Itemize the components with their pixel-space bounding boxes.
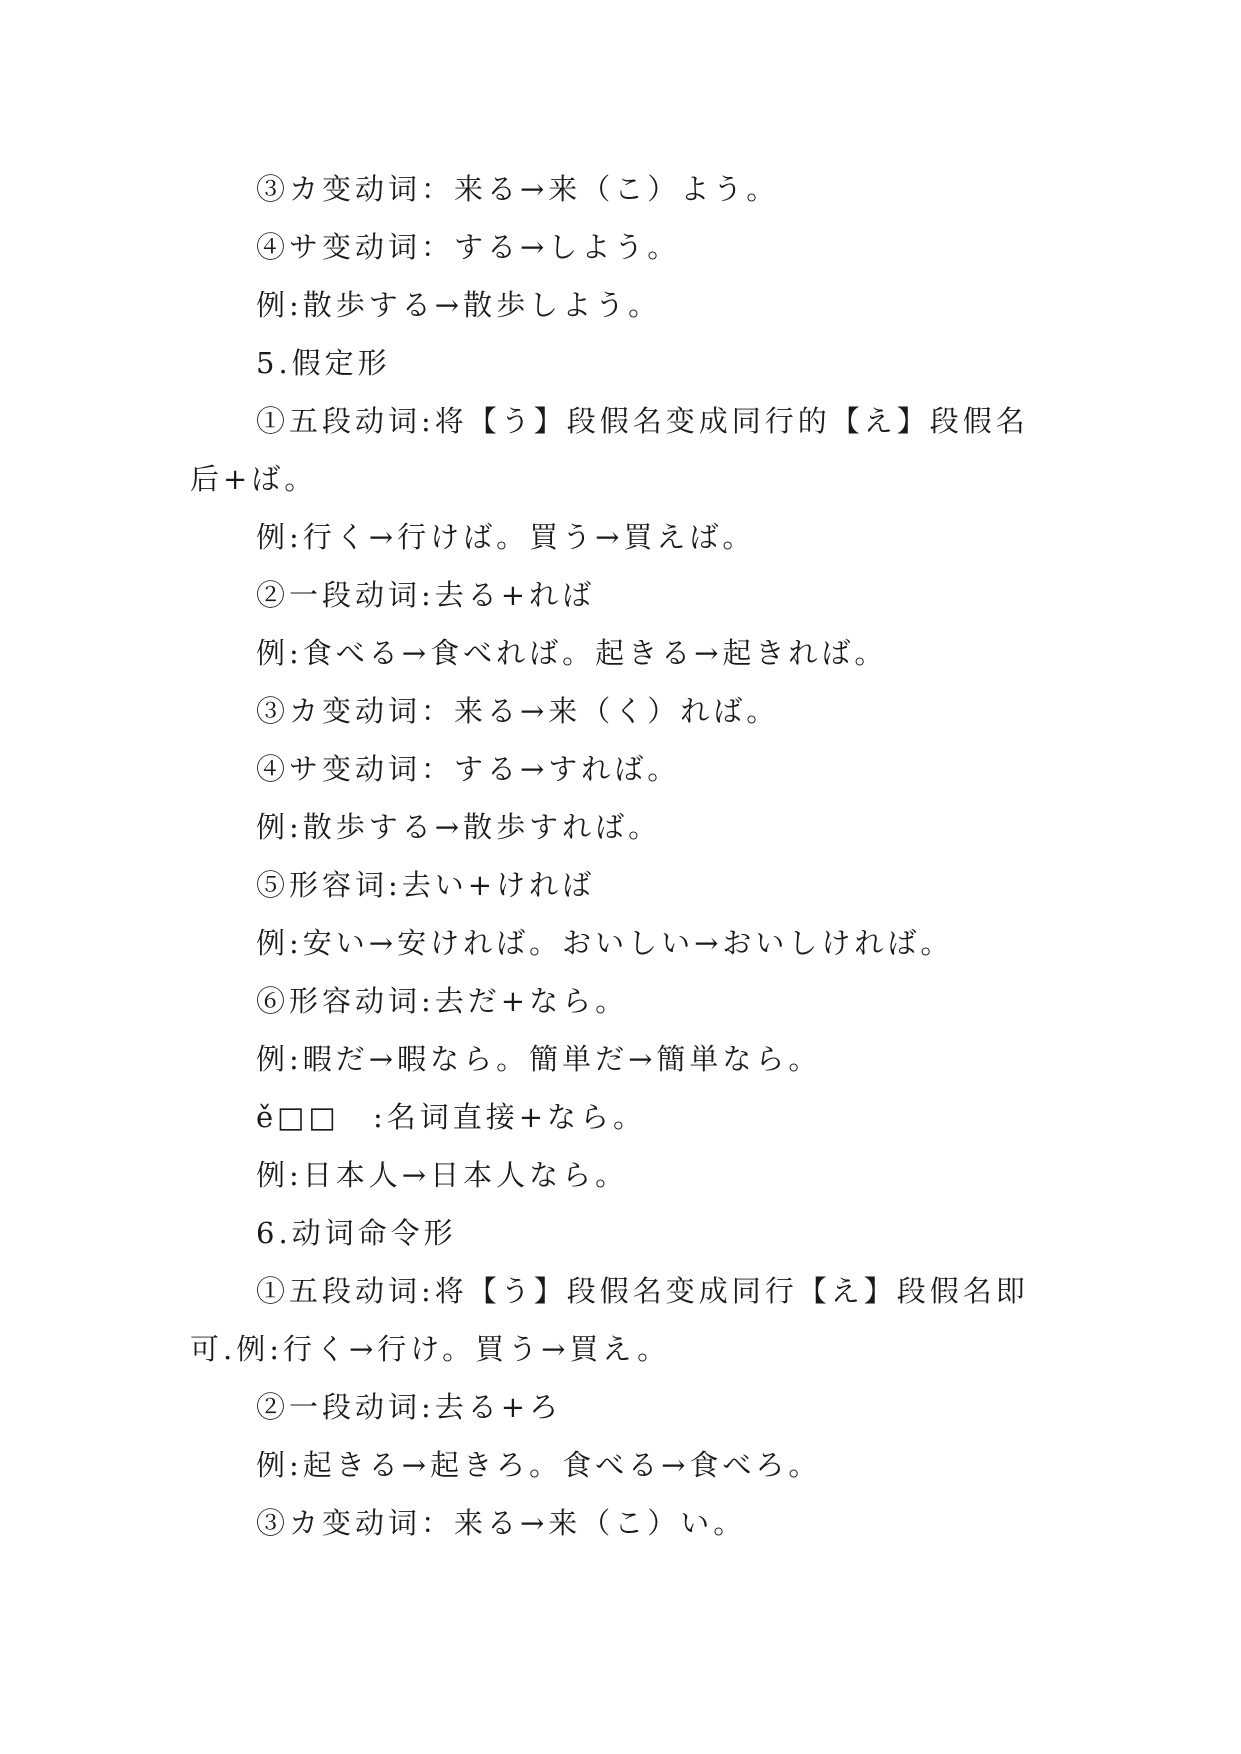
paragraph-ka-volitional: ③カ变动词：来る→来（こ）よう。 [256,172,780,206]
paragraph-adjective-conditional: ⑤形容词:去い+ければ [256,868,596,902]
paragraph-adjective-conditional-example: 例:安い→安ければ。おいしい→おいしければ。 [256,926,954,960]
paragraph-sa-conditional: ④サ变动词：する→すれば。 [256,752,681,786]
paragraph-sa-conditional-example: 例:散歩する→散歩すれば。 [256,810,662,844]
paragraph-ka-conditional: ③カ变动词：来る→来（く）れば。 [256,694,780,728]
paragraph-na-adjective-conditional-example: 例:暇だ→暇なら。簡単だ→簡単なら。 [256,1042,822,1076]
document-body [190,160,1050,1552]
paragraph-noun-conditional: ě□□ :名词直接+なら。 [256,1100,647,1134]
section-heading-imperative: 6.动词命令形 [256,1216,457,1250]
paragraph-ichidan-imperative-example: 例:起きる→起きろ。食べる→食べろ。 [256,1448,822,1482]
section-heading-conditional: 5.假定形 [256,346,391,380]
paragraph-ichidan-conditional-example: 例:食べる→食べれば。起きる→起きれば。 [256,636,888,670]
paragraph-ichidan-conditional: ②一段动词:去る+れば [256,578,596,612]
paragraph-godan-conditional: ①五段动词:将【う】段假名变成同行的【え】段假名后+ば。 [190,404,1029,496]
paragraph-ichidan-imperative: ②一段动词:去る+ろ [256,1390,563,1424]
paragraph-godan-conditional-example: 例:行く→行けば。買う→買えば。 [256,520,756,554]
paragraph-ka-imperative: ③カ变动词：来る→来（こ）い。 [256,1506,747,1540]
paragraph-sa-volitional: ④サ变动词：する→しよう。 [256,230,681,264]
paragraph-na-adjective-conditional: ⑥形容动词:去だ+なら。 [256,984,629,1018]
paragraph-sa-volitional-example: 例:散歩する→散歩しよう。 [256,288,662,322]
paragraph-noun-conditional-example: 例:日本人→日本人なら。 [256,1158,629,1192]
paragraph-godan-imperative: ①五段动词:将【う】段假名变成同行【え】段假名即可.例:行く→行け。買う→買え。 [190,1274,1029,1366]
